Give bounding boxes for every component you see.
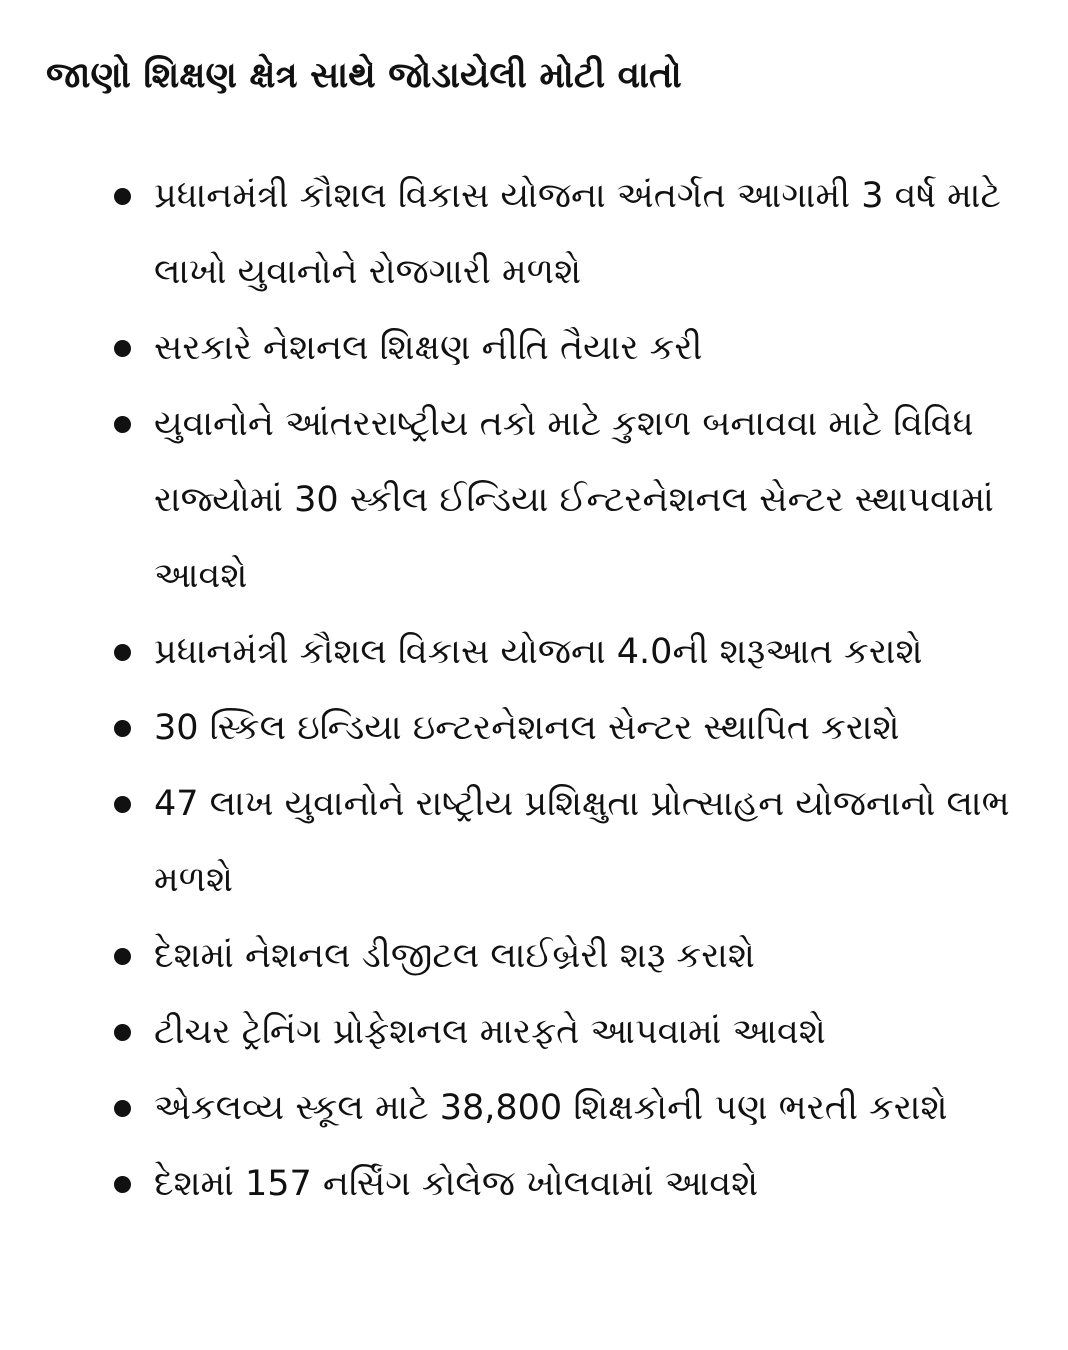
- list-item: [0, 1070, 1068, 1146]
- list-item-text: એકલવ્ય સ્કૂલ માટે 38,800 શિક્ષકોની પણ ભરતી કરાશે: [154, 1088, 948, 1128]
- list-item-text: પ્રધાનમંત્રી કૌશલ વિકાસ યોજના અંતર્ગત આગામી 3 વર્ષ માટે લાખો યુવાનોને રોજગારી મળશે: [154, 176, 1001, 292]
- bullet-icon: [114, 416, 131, 433]
- bullet-icon: [114, 1100, 131, 1117]
- list-item-text: ટીચર ટ્રેનિંગ પ્રોફેશનલ મારફતે આપવામાં આવશે: [154, 1012, 826, 1052]
- bullet-icon: [114, 796, 131, 813]
- bullet-icon: [114, 1024, 131, 1041]
- list-item: [0, 158, 1068, 310]
- key-points-list: [0, 158, 1068, 1222]
- list-item-text: દેશમાં 157 નર્સિંગ કોલેજ ખોલવામાં આવશે: [154, 1164, 759, 1204]
- list-item-text: યુવાનોને આંતરરાષ્ટ્રીય તકો માટે કુશળ બનાવવા માટે વિવિધ રાજ્યોમાં 30 સ્કીલ ઈન્ડિયા ઈન્ટરનેશનલ સેન્ટર સ્થાપવામાં આવશે: [154, 404, 994, 596]
- list-item-text: પ્રધાનમંત્રી કૌશલ વિકાસ યોજના 4.0ની શરૂઆત કરાશે: [154, 632, 923, 672]
- list-item: [0, 310, 1068, 386]
- bullet-icon: [114, 340, 131, 357]
- bullet-icon: [114, 1176, 131, 1193]
- section-heading: જાણો શિક્ષણ ક્ષેત્ર સાથે જોડાયેલી મોટી વાતો: [46, 55, 682, 96]
- list-item: [0, 386, 1068, 614]
- bullet-icon: [114, 720, 131, 737]
- bullet-icon: [114, 644, 131, 661]
- bullet-icon: [114, 188, 131, 205]
- list-item: [0, 1146, 1068, 1222]
- list-item-text: 30 સ્કિલ ઇન્ડિયા ઇન્ટરનેશનલ સેન્ટર સ્થાપિત કરાશે: [154, 708, 900, 748]
- list-item-text: દેશમાં નેશનલ ડીજીટલ લાઈબ્રેરી શરૂ કરાશે: [154, 936, 755, 976]
- list-item: [0, 766, 1068, 918]
- list-item-text: સરકારે નેશનલ શિક્ષણ નીતિ તૈયાર કરી: [154, 328, 703, 368]
- list-item: [0, 994, 1068, 1070]
- list-item: [0, 614, 1068, 690]
- list-item: [0, 690, 1068, 766]
- list-item-text: 47 લાખ યુવાનોને રાષ્ટ્રીય પ્રશિક્ષુતા પ્રોત્સાહન યોજનાનો લાભ મળશે: [154, 784, 1010, 900]
- bullet-icon: [114, 948, 131, 965]
- list-item: [0, 918, 1068, 994]
